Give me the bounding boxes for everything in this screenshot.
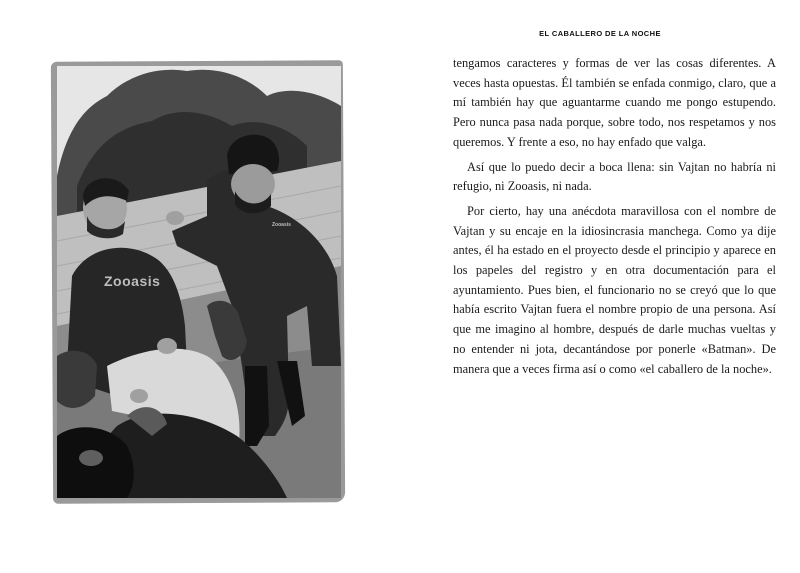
- running-header: EL CABALLERO DE LA NOCHE: [539, 29, 661, 38]
- paragraph-3: Por cierto, hay una anécdota maravillosa con el nombre de Vajtan y su encaje en la idiosincrasia manchega. Como ya dije antes, él ha estado en el proyecto desde el principio y aparece en los papeles del registro y en otra documentación para el ayuntamiento. Pues bien, el funcionario no se creyó que lo que había escrito Vajtan fuera el nombre propio de una persona. Así que me imagino al hombre, después de darle muchas vueltas y no entender ni jota, decantándose por ponerle «Batman». De manera que a veces firma así o como «el caballero de la noche».: [453, 203, 776, 376]
- photo-illustration: [57, 66, 341, 498]
- paragraph-1: tengamos caracteres y formas de ver las cosas diferentes. A veces hasta opuestas. Él también se enfada conmigo, claro, que a mí también hay que aguantarme cuando me pongo estupendo. Pero nunca pasa nada porque, sobre todo, nos respetamos y nos queremos. Y frente a eso, no hay enfado que valga.: [453, 56, 776, 149]
- shirt-logo-right: Zooasis: [272, 222, 291, 228]
- photo-two-men-with-dogs: [57, 66, 341, 498]
- body-text: [453, 54, 776, 379]
- paragraph-2: Así que lo puedo decir a boca llena: sin Vajtan no habría ni refugio, ni Zooasis, ni nada.: [453, 159, 776, 194]
- shirt-logo-left: Zooasis: [104, 273, 161, 289]
